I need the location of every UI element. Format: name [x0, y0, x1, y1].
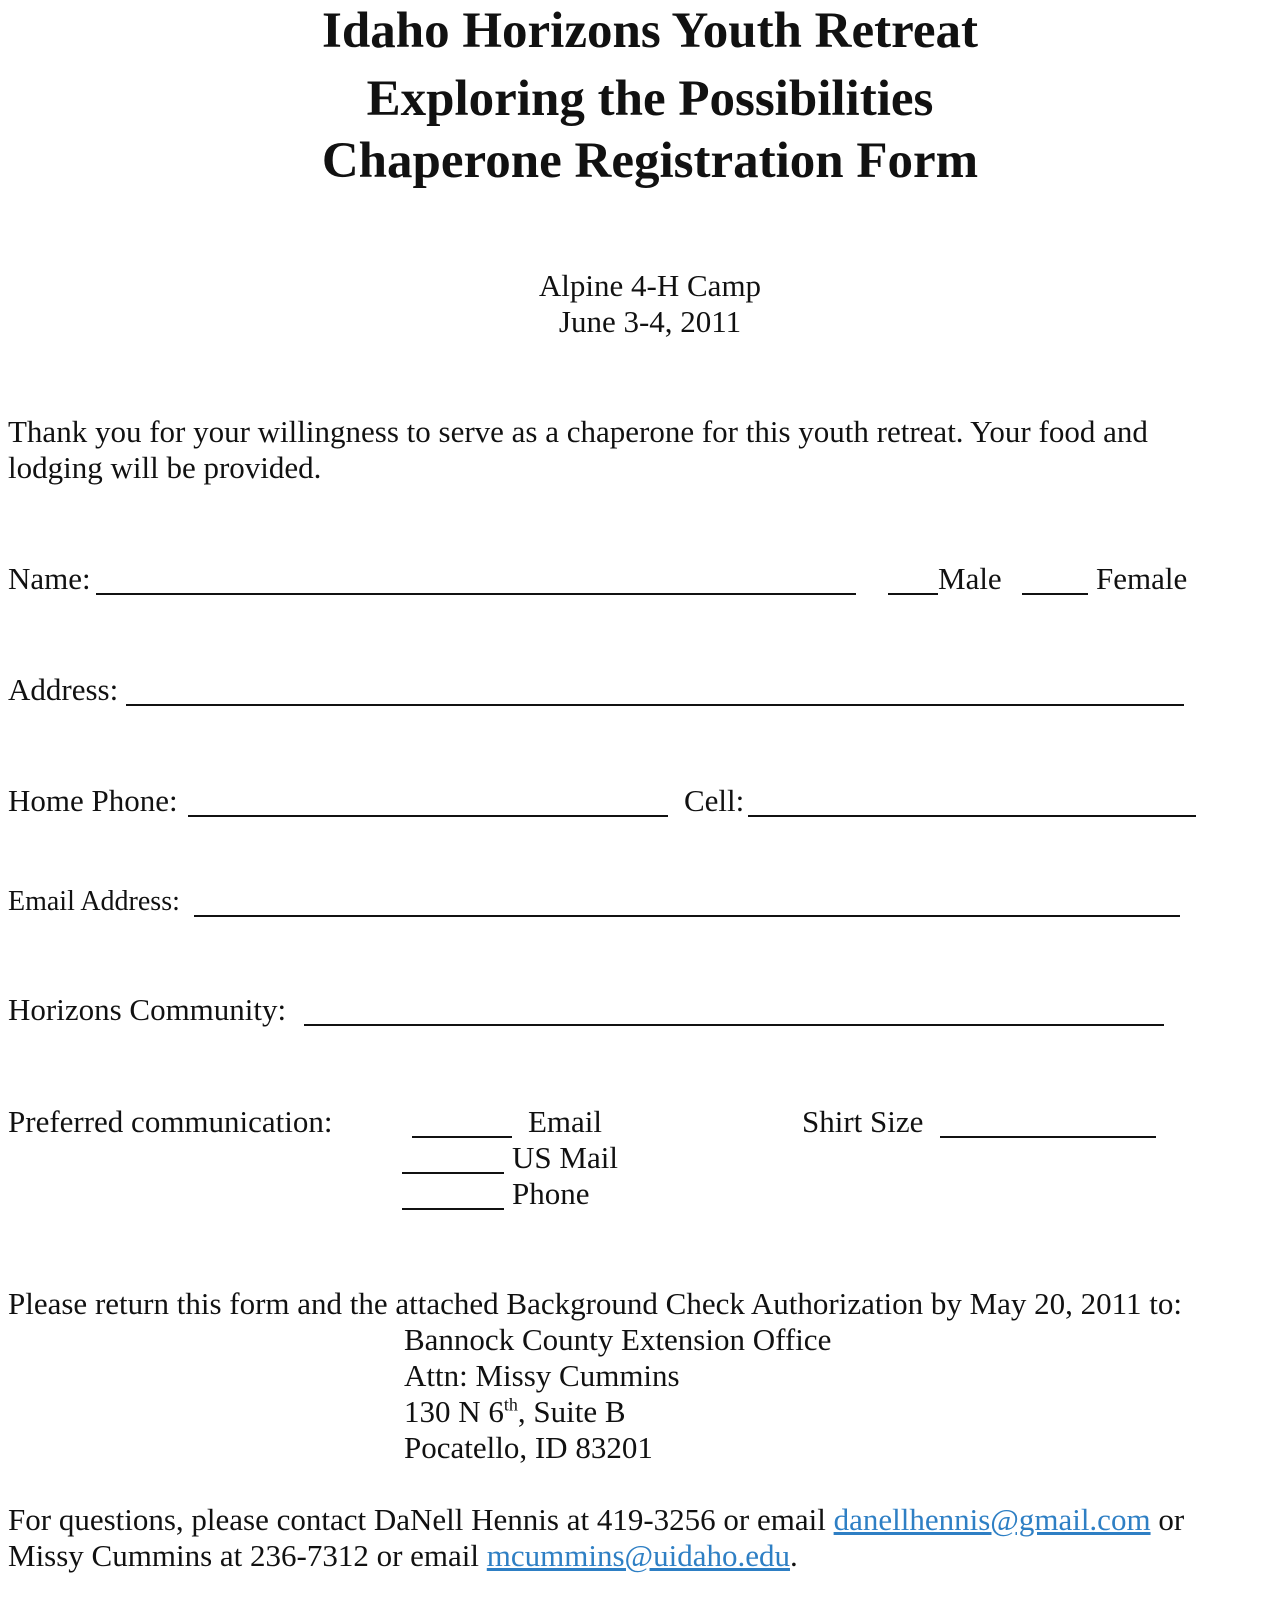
- pref-option-phone: Phone: [512, 1176, 590, 1211]
- contact-line-2: [8, 1540, 798, 1571]
- contact-line-1: [8, 1504, 1184, 1535]
- return-office: Bannock County Extension Office: [404, 1322, 832, 1357]
- contact-line-2-text: Missy Cummins at 236-7312 or email: [8, 1538, 487, 1573]
- male-blank[interactable]: [888, 593, 938, 595]
- name-field[interactable]: [96, 593, 856, 595]
- email-link-missy[interactable]: mcummins@uidaho.edu: [486, 1538, 790, 1573]
- name-label: Name:: [8, 561, 91, 596]
- street-number: 130 N 6: [404, 1394, 504, 1429]
- pref-option-email: Email: [528, 1104, 603, 1139]
- street-ordinal: th: [503, 1394, 518, 1415]
- shirt-size-label: Shirt Size: [802, 1104, 924, 1139]
- return-city: Pocatello, ID 83201: [404, 1430, 653, 1465]
- intro-line-1: Thank you for your willingness to serve as a chaperone for this youth retreat. Your food and: [8, 414, 1148, 449]
- community-field[interactable]: [304, 1024, 1164, 1026]
- street-suite: , Suite B: [517, 1394, 626, 1429]
- female-label: Female: [1096, 561, 1188, 596]
- pref-option-us-mail: US Mail: [512, 1140, 618, 1175]
- home-phone-label: Home Phone:: [8, 783, 178, 818]
- pref-phone-blank[interactable]: [402, 1208, 504, 1210]
- shirt-size-field[interactable]: [940, 1136, 1156, 1138]
- title-line-3: Chaperone Registration Form: [321, 133, 979, 189]
- return-street: [404, 1396, 626, 1427]
- email-field[interactable]: [194, 915, 1180, 917]
- pref-email-blank[interactable]: [412, 1136, 512, 1138]
- male-label: Male: [938, 561, 1002, 596]
- contact-line-1-suffix: or: [1150, 1502, 1185, 1537]
- cell-label: Cell:: [684, 783, 745, 818]
- intro-line-2: lodging will be provided.: [8, 450, 322, 485]
- email-link-danell[interactable]: danellhennis@gmail.com: [833, 1502, 1151, 1537]
- title-line-2: Exploring the Possibilities: [366, 71, 934, 127]
- title-line-1: Idaho Horizons Youth Retreat: [322, 3, 978, 59]
- contact-line-1-text: For questions, please contact DaNell Hennis at 419-3256 or email: [8, 1502, 834, 1537]
- email-label: Email Address:: [8, 886, 180, 917]
- cell-field[interactable]: [748, 815, 1196, 817]
- event-location: Alpine 4-H Camp: [538, 268, 762, 303]
- community-label: Horizons Community:: [8, 992, 287, 1027]
- return-instruction: Please return this form and the attached Background Check Authorization by May 20, 2011 to:: [8, 1286, 1182, 1321]
- female-blank[interactable]: [1022, 593, 1088, 595]
- return-attn: Attn: Missy Cummins: [404, 1358, 680, 1393]
- preferred-communication-label: Preferred communication:: [8, 1104, 333, 1139]
- pref-mail-blank[interactable]: [402, 1172, 504, 1174]
- contact-line-2-suffix: .: [789, 1538, 798, 1573]
- address-label: Address:: [8, 672, 119, 707]
- address-field[interactable]: [126, 704, 1184, 706]
- home-phone-field[interactable]: [188, 815, 668, 817]
- event-dates: June 3-4, 2011: [558, 304, 742, 339]
